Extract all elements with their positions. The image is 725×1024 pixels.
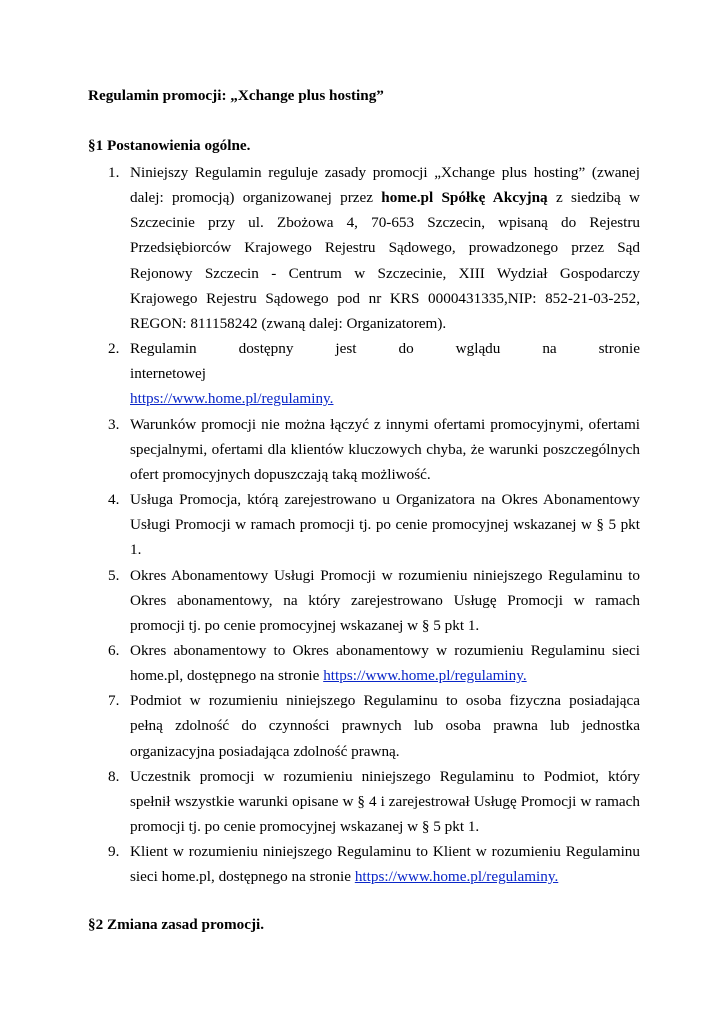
clause-text: Niniejszy Regulamin reguluje zasady promocji „Xchange plus hosting” (zwanej dalej: promocją) organizowanej przez (130, 164, 640, 207)
regulations-link[interactable]: https://www.home.pl/regulaminy. (130, 390, 334, 408)
clause-text: Regulamin dostępny jest do wglądu na stronie internetowej (130, 340, 640, 383)
clause-text: Warunków promocji nie można łączyć z innymi ofertami promocyjnymi, ofertami specjalnymi, ofertami dla klientów kluczowych chyba, że warunki poszczególnych ofert promocyjnych dopuszczają taką możliwość. (130, 415, 640, 483)
clause-item-9 (88, 839, 640, 889)
clause-item-6 (88, 638, 640, 688)
clause-number: 1. (108, 164, 120, 181)
section-1-clause-list (88, 160, 640, 890)
clause-number: 4. (108, 491, 120, 509)
clause-item-8 (88, 764, 640, 839)
clause-text: Klient w rozumieniu niniejszego Regulaminu to Klient w rozumieniu Regulaminu sieci home.pl, dostępnego na stronie (130, 843, 640, 886)
clause-item-7 (88, 688, 640, 763)
clause-text: Okres Abonamentowy Usługi Promocji w rozumieniu niniejszego Regulaminu to Okres abonamentowy, na który zarejestrowano Usługę Promocji w ramach promocji tj. po cenie promocyjnej wskazanej w § 5 pkt 1. (130, 566, 640, 634)
clause-number: 7. (108, 692, 120, 710)
regulations-link[interactable]: https://www.home.pl/regulaminy. (323, 667, 527, 685)
clause-item-3 (88, 412, 640, 487)
clause-number: 9. (108, 843, 120, 861)
clause-number: 3. (108, 415, 120, 433)
clause-item-2 (88, 336, 640, 411)
clause-number: 6. (108, 641, 120, 659)
section-1-heading: §1 Postanowienia ogólne. (88, 137, 251, 154)
section-2-heading: §2 Zmiana zasad promocji. (88, 916, 265, 933)
clause-text: Okres abonamentowy to Okres abonamentowy w rozumieniu Regulaminu sieci home.pl, dostępnego na stronie (130, 641, 640, 685)
clause-text-cont: z siedzibą w Szczecinie przy ul. Zbożowa 4, 70-653 Szczecin, wpisaną do Rejestru Przedsiębiorców Krajowego Rejestru Sądowego, prowadzonego przez Sąd Rejonowy Szczecin - Centrum w Szczecinie, XIII Wydział Gospodarczy Krajowego Rejestru Sądowego pod nr KRS 0000431335,NIP: 852-21-03-252, REGON: 811158242 (zwaną dalej: Organizatorem). (130, 189, 640, 332)
company-name: home.pl Spółkę Akcyjną (381, 189, 548, 207)
clause-item-5 (88, 563, 640, 638)
clause-item-1 (88, 160, 640, 336)
clause-number: 2. (108, 340, 120, 358)
clause-item-4 (88, 487, 640, 562)
clause-number: 5. (108, 566, 120, 584)
clause-text: Usługa Promocja, którą zarejestrowano u Organizatora na Okres Abonamentowy Usługi Promocji w ramach promocji tj. po cenie promocyjnej wskazanej w § 5 pkt 1. (130, 491, 640, 559)
document-title: Regulamin promocji: „Xchange plus hosting” (88, 87, 384, 104)
clause-text: Uczestnik promocji w rozumieniu niniejszego Regulaminu to Podmiot, który spełnił wszystkie warunki opisane w § 4 i zarejestrował Usługę Promocji w ramach promocji tj. po cenie promocyjnej wskazanej w § 5 pkt 1. (130, 767, 640, 836)
regulations-link[interactable]: https://www.home.pl/regulaminy. (354, 868, 559, 886)
clause-text: Podmiot w rozumieniu niniejszego Regulaminu to osoba fizyczna posiadająca pełną zdolność do czynności prawnych lub osoba prawna lub jednostka organizacyjna posiadająca zdolność prawną. (130, 692, 640, 760)
clause-number: 8. (108, 767, 120, 785)
